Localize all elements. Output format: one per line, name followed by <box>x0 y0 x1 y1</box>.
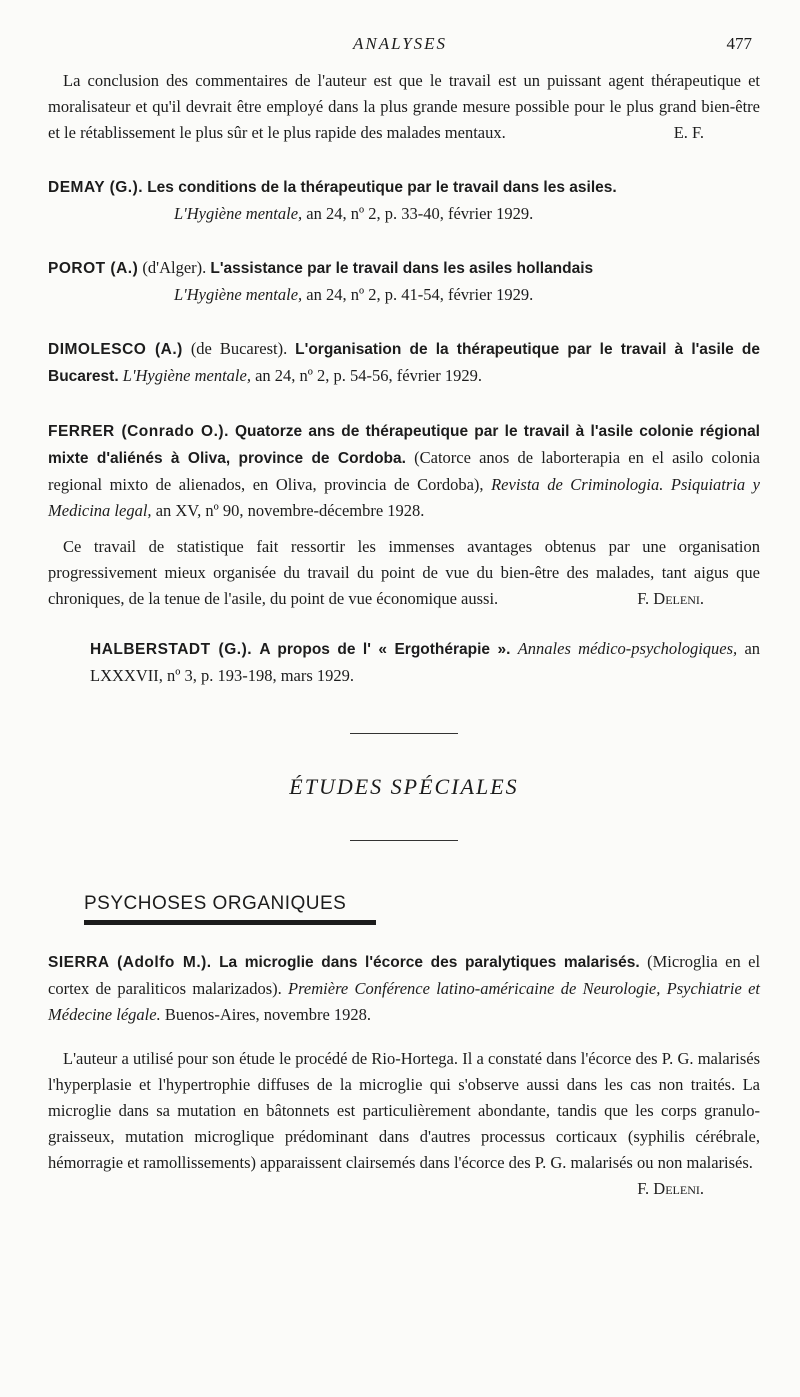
entry-details: an 24, nº 2, p. 41-54, février 1929. <box>306 285 534 304</box>
entry-original-title: (Catorce anos de laborterapia en el asilo colonia regional mixto de alienados, en Oliva, provincia de Cordoba), <box>48 448 760 494</box>
entry-original-title: (Microglia en el cortex de paraliticos malarizados). <box>48 952 761 998</box>
entry-journal: L'Hygiène mentale, <box>122 366 251 385</box>
entry-journal: Annales médico-psychologiques, <box>517 639 738 658</box>
entry-abstract-paragraph <box>48 1046 760 1198</box>
entry-title: Quatorze ans de thérapeutique par le travail à l'asile colonie régional mixte d'aliénés à Oliva, province de Cordoba. <box>48 423 760 467</box>
entry-author: SIERRA (Adolfo M.). <box>48 954 212 971</box>
entry-details: an XV, nº 90, novembre-décembre 1928. <box>155 501 425 520</box>
entry-dimolesco <box>48 336 760 390</box>
page-body <box>48 68 760 1202</box>
entry-signature: F. Deleni. <box>637 589 704 608</box>
entry-journal: L'Hygiène mentale, <box>174 285 303 304</box>
entry-journal: L'Hygiène mentale, <box>174 204 303 223</box>
divider-rule <box>350 733 458 734</box>
entry-details: Buenos-Aires, novembre 1928. <box>164 1005 372 1024</box>
subsection-title: PSYCHOSES ORGANIQUES <box>84 893 347 914</box>
entry-origin: (de Bucarest). <box>190 339 288 358</box>
entry-demay <box>48 174 760 227</box>
entry-author: DIMOLESCO (A.) <box>48 341 183 358</box>
intro-text: La conclusion des commentaires de l'auteur est que le travail est un puissant agent thérapeutique et moralisateur et qu'il devrait être employé dans la plus grande mesure possible pour le plus grand bien-être et le rétablissement le plus sûr et le plus rapide des malades mentaux. <box>48 71 760 142</box>
entry-title: L'assistance par le travail dans les asiles hollandais <box>210 260 594 277</box>
entry-title: Les conditions de la thérapeutique par le travail dans les asiles. <box>147 179 617 196</box>
entry-porot <box>48 255 760 308</box>
entry-origin: (d'Alger). <box>142 258 207 277</box>
running-title: ANALYSES <box>352 34 448 53</box>
entry-abstract: L'auteur a utilisé pour son étude le procédé de Rio-Hortega. Il a constaté dans l'écorce des P. G. malarisés l'hyperplasie et l'hypertrophie diffuses de la microglie qui s'observe aussi dans les cas non traités. La microglie dans sa mutation en bâtonnets est particulièrement abondante, tandis que les corps granulo-graisseux, mutation microglique prédominant dans d'autres processus corticaux (syphilis cérébrale, hémorragie et ramollissements) apparaissent clairsemés dans l'écorce des P. G. malarisés ou non malarisés. <box>48 1049 760 1172</box>
entry-signature: F. Deleni. <box>637 1179 704 1198</box>
section-title: ÉTUDES SPÉCIALES <box>289 774 519 799</box>
page-number: 477 <box>726 34 752 53</box>
entry-ferrer <box>48 418 760 612</box>
divider-rule <box>350 840 458 841</box>
intro-signature: E. F. <box>673 123 704 142</box>
entry-title: A propos de l' « Ergothérapie ». <box>259 641 511 658</box>
entry-details: an 24, nº 2, p. 54-56, février 1929. <box>255 366 482 385</box>
entry-details: an 24, nº 2, p. 33-40, février 1929. <box>306 204 534 223</box>
entry-details: an LXXXVII, nº 3, p. 193-198, mars 1929. <box>90 639 761 685</box>
entry-halberstadt <box>48 636 760 689</box>
entry-title: La microglie dans l'écorce des paralytiques malarisés. <box>219 954 640 971</box>
running-head <box>0 34 800 56</box>
entry-abstract: Ce travail de statistique fait ressortir les immenses avantages obtenus par une organisation progressivement mieux organisée du travail du point de vue du bien-être des malades, tant aigus que chroniques, de la tenue de l'asile, du point de vue économique aussi. <box>48 537 760 608</box>
entry-sierra <box>48 949 761 1198</box>
entry-author: POROT (A.) <box>48 260 139 277</box>
entry-abstract-paragraph <box>48 534 760 612</box>
subsection-underline <box>84 920 376 925</box>
intro-paragraph <box>48 68 760 146</box>
entry-journal: Première Conférence latino-américaine de Neurologie, Psychiatrie et Médecine légale. <box>48 979 760 1024</box>
entry-author: HALBERSTADT (G.). <box>90 641 253 658</box>
entry-author: FERRER (Conrado O.). <box>48 423 229 440</box>
entry-journal: Revista de Criminologia. Psiquiatria y Medicina legal, <box>48 475 761 520</box>
entry-author: DEMAY (G.). <box>48 179 144 196</box>
entry-title: L'organisation de la thérapeutique par le travail à l'asile de Bucarest. <box>48 341 761 385</box>
